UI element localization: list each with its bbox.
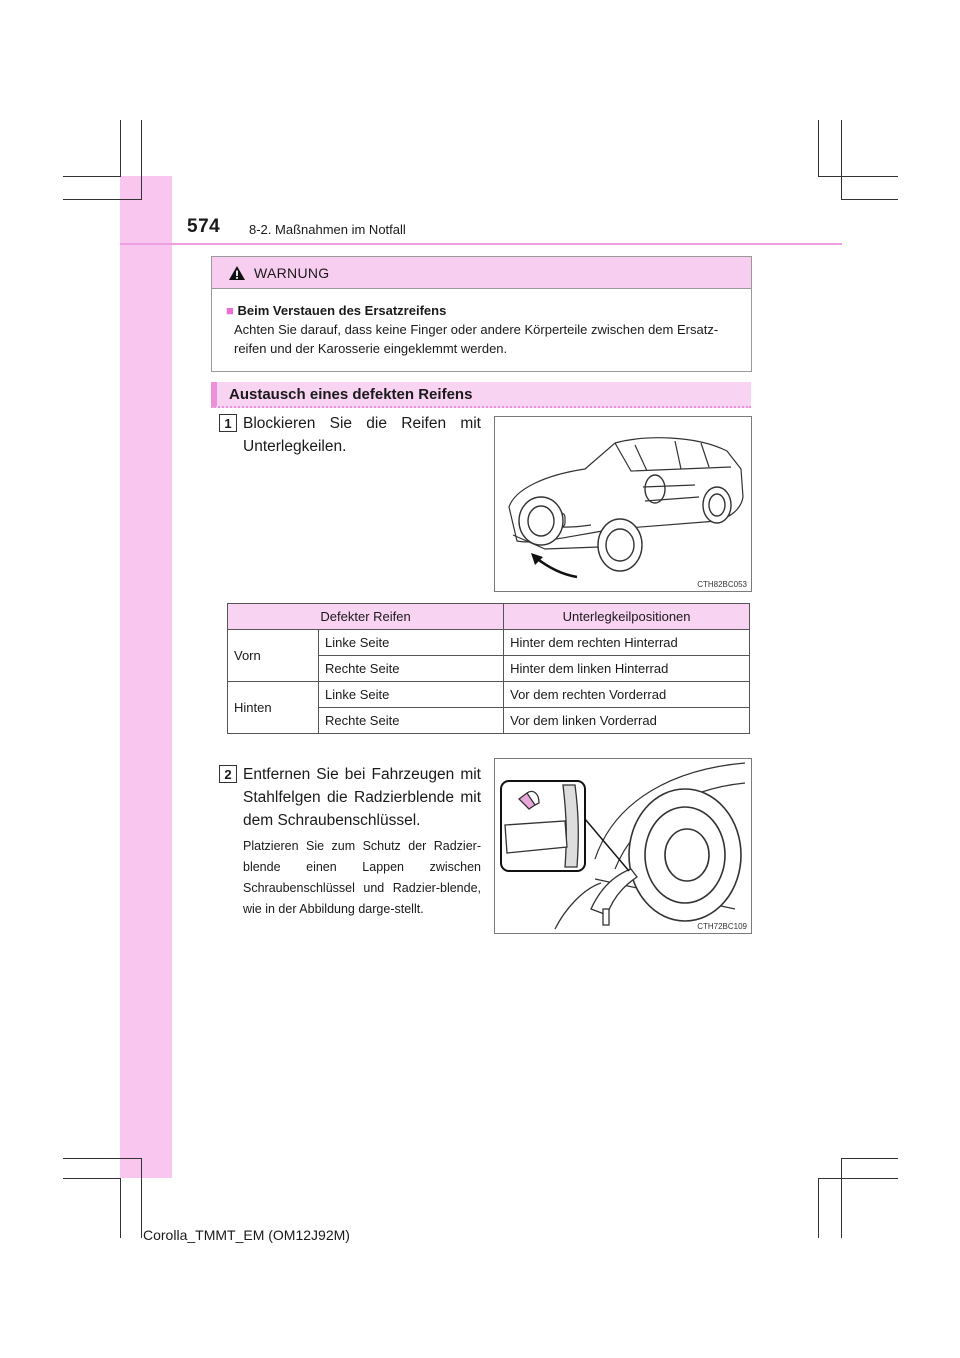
table-group-cell: Hinten bbox=[228, 682, 319, 734]
warning-heading: Beim Verstauen des Ersatzreifens bbox=[237, 303, 447, 318]
table-header: Defekter Reifen bbox=[228, 604, 504, 630]
footer-text: Corolla_TMMT_EM (OM12J92M) bbox=[143, 1227, 350, 1243]
table-header-row bbox=[228, 604, 750, 630]
warning-body bbox=[212, 289, 751, 358]
crop-mark bbox=[63, 1178, 121, 1179]
page-number: 574 bbox=[187, 216, 221, 237]
pink-margin-bar bbox=[120, 176, 172, 1178]
crop-mark bbox=[120, 1178, 121, 1238]
step-text: Blockieren Sie die Reifen mit Unterlegkeilen. bbox=[243, 415, 481, 455]
table-cell: Rechte Seite bbox=[319, 656, 504, 682]
bullet-icon: ■ bbox=[226, 303, 234, 318]
crop-mark bbox=[63, 1158, 142, 1159]
table-row bbox=[228, 682, 750, 708]
header-rule bbox=[120, 243, 842, 245]
table-cell: Hinter dem linken Hinterrad bbox=[504, 656, 750, 682]
figure-code: CTH72BC109 bbox=[697, 922, 747, 931]
crop-mark bbox=[818, 1178, 898, 1179]
chock-positions-table bbox=[227, 603, 750, 734]
table-cell: Hinter dem rechten Hinterrad bbox=[504, 630, 750, 656]
crop-mark bbox=[63, 176, 121, 177]
crop-mark bbox=[818, 1178, 819, 1238]
crop-mark bbox=[120, 120, 121, 177]
table-row bbox=[228, 630, 750, 656]
table-cell: Linke Seite bbox=[319, 682, 504, 708]
figure-wheel-cover-removal bbox=[494, 758, 752, 934]
figure-car-wheel-chocks bbox=[494, 416, 752, 592]
figure-code: CTH82BC053 bbox=[697, 580, 747, 589]
subsection-title: Austausch eines defekten Reifens bbox=[211, 382, 751, 408]
warning-title: WARNUNG bbox=[254, 264, 330, 281]
crop-mark bbox=[818, 176, 898, 177]
table-header: Unterlegkeilpositionen bbox=[504, 604, 750, 630]
step-text: Entfernen Sie bei Fahrzeugen mit Stahlfelgen die Radzierblende mit dem Schraubenschlüssel. bbox=[243, 766, 481, 829]
warning-box bbox=[211, 256, 752, 372]
warning-triangle-icon bbox=[228, 265, 246, 281]
car-illustration bbox=[495, 417, 751, 591]
step-number: 1 bbox=[219, 414, 237, 432]
crop-mark bbox=[841, 1158, 898, 1159]
wheel-cover-illustration bbox=[495, 759, 751, 933]
crop-mark bbox=[841, 1158, 842, 1238]
crop-mark bbox=[63, 199, 142, 200]
step-number: 2 bbox=[219, 765, 237, 783]
crop-mark bbox=[841, 199, 898, 200]
table-cell: Vor dem rechten Vorderrad bbox=[504, 682, 750, 708]
crop-mark bbox=[818, 120, 819, 177]
warning-text: Achten Sie darauf, dass keine Finger oder andere Körperteile zwischen dem Ersatz-reifen und der Karosserie eingeklemmt werden. bbox=[234, 322, 719, 356]
crop-mark bbox=[841, 120, 842, 200]
section-title: 8-2. Maßnahmen im Notfall bbox=[249, 222, 406, 237]
table-cell: Rechte Seite bbox=[319, 708, 504, 734]
table-group-cell: Vorn bbox=[228, 630, 319, 682]
warning-header bbox=[212, 257, 751, 289]
step-note: Platzieren Sie zum Schutz der Radzier-blende einen Lappen zwischen Schraubenschlüssel und Radzier-blende, wie in der Abbildung darge-stellt. bbox=[243, 839, 481, 916]
crop-mark bbox=[141, 120, 142, 200]
table-cell: Vor dem linken Vorderrad bbox=[504, 708, 750, 734]
table-cell: Linke Seite bbox=[319, 630, 504, 656]
crop-mark bbox=[141, 1158, 142, 1238]
